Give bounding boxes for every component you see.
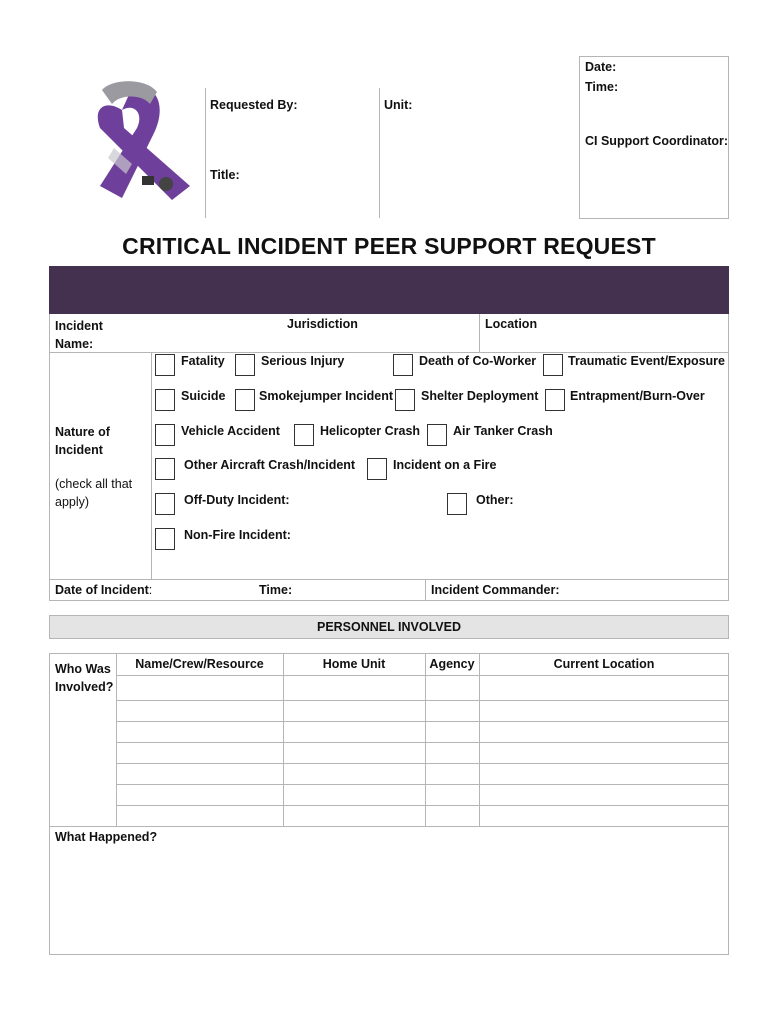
death-coworker-checkbox[interactable]: [393, 354, 413, 376]
air-tanker-crash-label: Air Tanker Crash: [453, 424, 553, 438]
title-label: Title:: [210, 168, 240, 182]
air-tanker-crash-checkbox[interactable]: [427, 424, 447, 446]
smokejumper-label: Smokejumper Incident: [259, 389, 394, 403]
fatality-label: Fatality: [181, 354, 225, 368]
suicide-label: Suicide: [181, 389, 226, 403]
fatality-checkbox[interactable]: [155, 354, 175, 376]
date-of-incident-colon: :: [148, 583, 153, 597]
what-happened-field[interactable]: [50, 848, 728, 954]
non-fire-label: Non-Fire Incident:: [184, 528, 291, 542]
other-label: Other:: [476, 493, 514, 507]
serious-injury-label: Serious Injury: [261, 354, 345, 368]
off-duty-label: Off-Duty Incident:: [184, 493, 290, 507]
col-current-location: Current Location: [553, 657, 655, 671]
incident-time-label: Time:: [259, 583, 293, 597]
table-row: [116, 742, 729, 743]
non-fire-checkbox[interactable]: [155, 528, 175, 550]
vehicle-accident-checkbox[interactable]: [155, 424, 175, 446]
personnel-section-title: PERSONNEL INVOLVED: [316, 620, 461, 634]
traumatic-event-checkbox[interactable]: [543, 354, 563, 376]
col-agency: Agency: [429, 657, 475, 671]
suicide-checkbox[interactable]: [155, 389, 175, 411]
who-was-involved-label: Who Was Involved?: [55, 662, 114, 694]
table-row: [116, 763, 729, 764]
death-coworker-label: Death of Co-Worker: [419, 354, 537, 368]
other-checkbox[interactable]: [447, 493, 467, 515]
entrapment-label: Entrapment/Burn-Over: [570, 389, 705, 403]
serious-injury-checkbox[interactable]: [235, 354, 255, 376]
date-of-incident-label: [55, 583, 152, 597]
smokejumper-checkbox[interactable]: [235, 389, 255, 411]
other-aircraft-label: Other Aircraft Crash/Incident: [184, 458, 356, 472]
shelter-deployment-checkbox[interactable]: [395, 389, 415, 411]
incident-name-label: Incident Name:: [55, 319, 103, 351]
what-happened-label: What Happened?: [55, 830, 158, 844]
unit-label: Unit:: [384, 98, 413, 112]
table-row: [116, 784, 729, 785]
incident-on-fire-label: Incident on a Fire: [393, 458, 497, 472]
date-label: Date:: [585, 60, 617, 74]
off-duty-checkbox[interactable]: [155, 493, 175, 515]
nature-of-incident-label: Nature of Incident: [55, 425, 110, 457]
shelter-deployment-label: Shelter Deployment: [421, 389, 539, 403]
col-name-crew-resource: Name/Crew/Resource: [135, 657, 264, 671]
helicopter-crash-label: Helicopter Crash: [320, 424, 421, 438]
incident-on-fire-checkbox[interactable]: [367, 458, 387, 480]
location-label: Location: [485, 317, 538, 331]
jurisdiction-label: Jurisdiction: [287, 317, 358, 331]
form-title: CRITICAL INCIDENT PEER SUPPORT REQUEST: [122, 233, 656, 259]
awareness-ribbon-logo: [62, 78, 192, 208]
entrapment-checkbox[interactable]: [545, 389, 565, 411]
incident-commander-label: Incident Commander:: [431, 583, 560, 597]
date-of-incident-text: Date of Incident: [55, 583, 149, 597]
table-row: [116, 805, 729, 806]
ci-support-coordinator-label: CI Support Coordinator:: [585, 134, 729, 148]
col-home-unit: Home Unit: [322, 657, 386, 671]
table-row: [116, 721, 729, 722]
traumatic-event-label: Traumatic Event/Exposure: [568, 354, 726, 368]
vehicle-accident-label: Vehicle Accident: [181, 424, 280, 438]
requested-by-label: Requested By:: [210, 98, 298, 112]
check-all-hint: (check all that apply): [55, 477, 133, 509]
table-row: [116, 700, 729, 701]
helicopter-crash-checkbox[interactable]: [294, 424, 314, 446]
other-aircraft-checkbox[interactable]: [155, 458, 175, 480]
title-banner: [49, 266, 729, 314]
time-label: Time:: [585, 80, 619, 94]
